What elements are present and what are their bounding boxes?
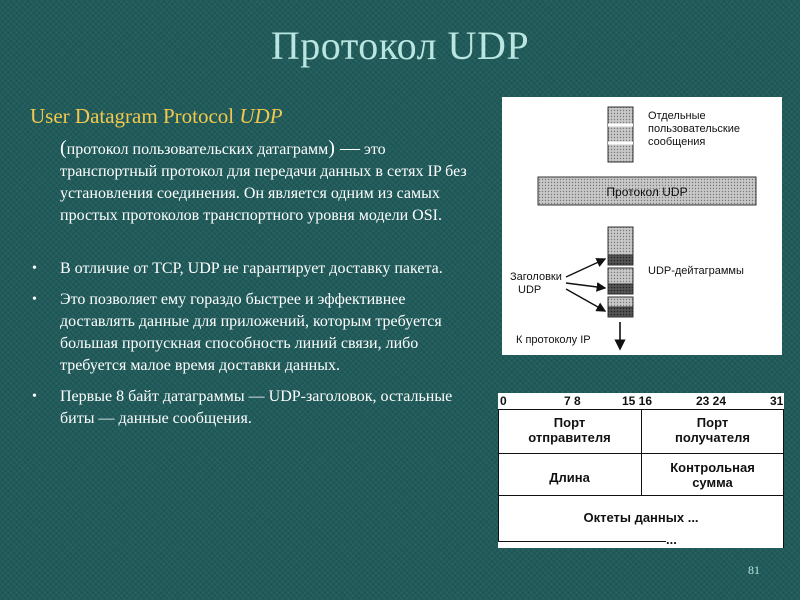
encapsulation-diagram — [502, 97, 782, 355]
data-octets-field: Октеты данных ... — [583, 510, 699, 525]
slide-title: Протокол UDP — [270, 23, 530, 68]
bullet-dot: • — [32, 261, 37, 276]
bullet-dot: • — [32, 292, 37, 307]
datagrams-label: UDP-дейтаграммы — [648, 265, 744, 277]
table-bottom-partial — [498, 541, 666, 542]
datagram-block — [608, 268, 633, 284]
header-arrow — [566, 289, 605, 311]
bullet-list — [30, 258, 480, 439]
header-arrow — [566, 259, 605, 277]
bit-number: 15 16 — [622, 394, 653, 408]
source-port-field — [498, 415, 641, 445]
checksum-field — [641, 460, 784, 490]
bullet-text: В отличие от TCP, UDP не гарантирует доставку пакета. — [60, 260, 443, 277]
message-stack — [608, 107, 633, 162]
protocol-abbr: UDP — [239, 104, 283, 128]
bit-number: 23 24 — [696, 394, 727, 408]
lead-line — [30, 104, 480, 129]
headers-label-2: UDP — [518, 284, 542, 296]
bullet-item — [30, 289, 480, 377]
bullet-item — [30, 386, 480, 430]
bit-number: 31 — [770, 394, 784, 408]
to-ip-label: К протоколу IP — [516, 334, 591, 346]
length-field: Длина — [549, 470, 590, 485]
bullet-dot: • — [32, 389, 37, 404]
datagram-header — [608, 307, 633, 317]
bit-number: 0 — [500, 394, 507, 408]
table-row-divider — [498, 453, 784, 454]
headers-label-1: Заголовки — [510, 271, 562, 283]
source-port-line-1: Порт — [553, 415, 586, 430]
udp-header-format — [498, 393, 784, 548]
desc-body: это транспортный протокол для передачи данных в сетях IP без установления соединения. Он является одним из самых простых протоколов транспортного уровня модели OSI. — [60, 141, 467, 224]
desc-expansion: протокол пользовательских датаграмм — [66, 141, 329, 158]
messages-label-2: пользовательские — [648, 123, 741, 135]
protocol-name: User Datagram Protocol — [30, 104, 240, 128]
datagram-header — [608, 255, 633, 265]
checksum-line-1: Контрольная — [670, 460, 755, 475]
messages-label-1: Отдельные — [648, 110, 706, 122]
destination-port-line-2: получателя — [674, 430, 750, 445]
messages-label-3: сообщения — [648, 136, 706, 148]
desc-open-paren: ( — [60, 137, 67, 159]
source-port-line-2: отправителя — [528, 430, 611, 445]
bullet-text: Первые 8 байт датаграммы — UDP-заголовок, остальные биты — данные сообщения. — [60, 388, 453, 427]
datagram-block — [608, 227, 633, 255]
page-number: 81 — [748, 563, 760, 577]
udp-encapsulation-figure — [502, 97, 782, 355]
table-row-divider — [498, 495, 784, 496]
bullet-text: Это позволяет ему гораздо быстрее и эффективнее доставлять данные для приложений, которым требуется большая пропускная способность линий связи, либо требуется малое время доставки данных. — [60, 291, 442, 374]
desc-close-paren: ) — — [328, 137, 360, 159]
data-continuation: ... — [666, 532, 677, 547]
destination-port-field — [641, 415, 784, 445]
protocol-label: Протокол UDP — [606, 185, 688, 199]
bit-number: 7 8 — [564, 394, 581, 408]
datagram-header — [608, 284, 633, 294]
protocol-description — [60, 137, 480, 227]
bullet-item — [30, 258, 480, 280]
datagram-block — [608, 297, 633, 307]
checksum-line-2: сумма — [692, 475, 733, 490]
destination-port-line-1: Порт — [696, 415, 729, 430]
header-arrow — [566, 283, 605, 288]
